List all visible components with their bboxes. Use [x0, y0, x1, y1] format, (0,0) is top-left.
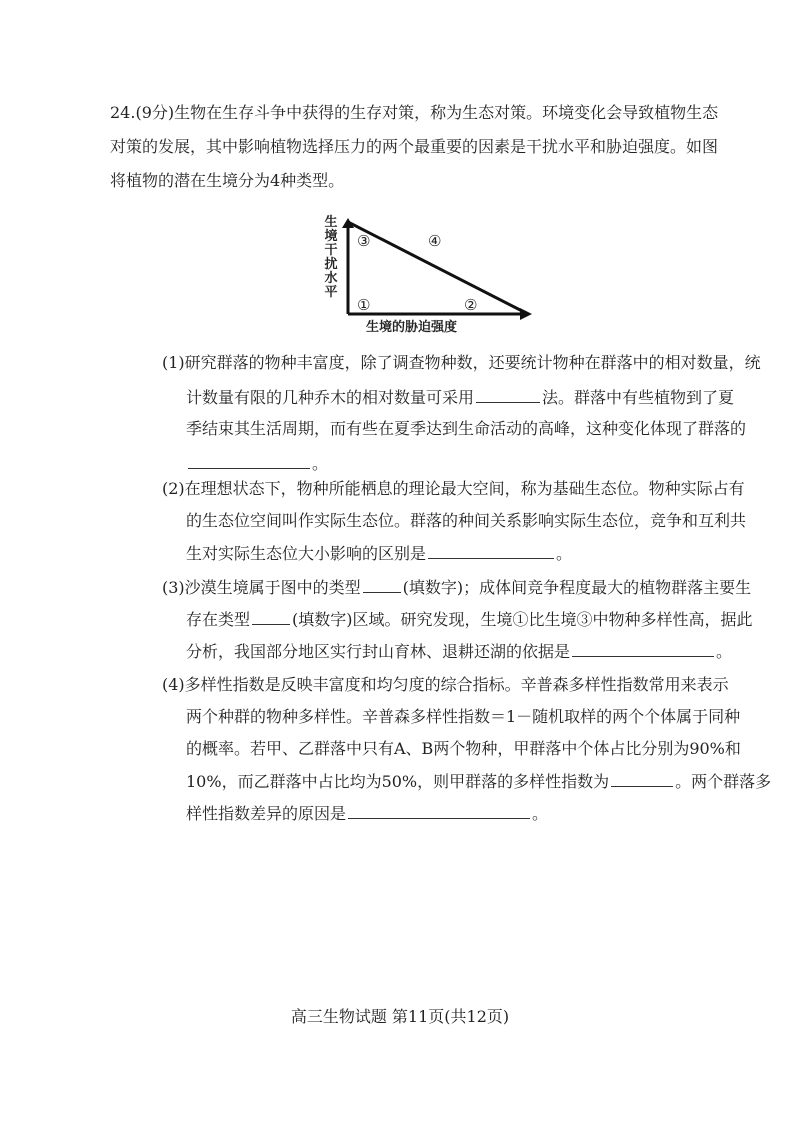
q2-line-2: 的生态位空间叫作实际生态位。群落的种间关系影响实际生态位，竞争和互利共 — [186, 511, 747, 530]
question-intro-line-3: 将植物的潜在生境分为4种类型。 — [110, 171, 345, 190]
q4-line-2: 两个种群的物种多样性。辛普森多样性指数＝1－随机取样的两个个体属于同种 — [186, 707, 741, 726]
q4-line-4 — [186, 770, 771, 793]
q1-line-4 — [186, 452, 328, 475]
q2-line-3-text-a: 生对实际生态位大小影响的区别是 — [186, 544, 427, 563]
q4-line-1: (4)多样性指数是反映丰富度和均匀度的综合指标。辛普森多样性指数常用来表示 — [162, 675, 729, 694]
q4-line-4-text-b: 。两个群落多 — [675, 772, 772, 791]
q3-line-2 — [186, 608, 753, 631]
q3-line-3-text-a: 分析，我国部分地区实行封山育林、退耕还湖的依据是 — [186, 642, 571, 661]
question-intro-line-1: 24.(9分)生物在生存斗争中获得的生存对策，称为生态对策。环境变化会导致植物生态 — [110, 103, 719, 122]
region-4-label: ④ — [428, 232, 442, 250]
q3-answer-blank-1[interactable] — [363, 576, 401, 593]
q1-line-3: 季结束其生活周期，而有些在夏季达到生命活动的高峰，这种变化体现了群落的 — [186, 419, 747, 438]
q4-line-4-text-a: 10%，而乙群落中占比均为50%，则甲群落的多样性指数为 — [186, 772, 610, 791]
q3-line-2-text-a: 存在类型 — [186, 610, 251, 629]
q2-line-3-text-b: 。 — [556, 544, 573, 563]
q2-line-3 — [186, 542, 572, 565]
q3-line-3-text-b: 。 — [716, 642, 733, 661]
q3-answer-blank-3[interactable] — [572, 640, 714, 657]
q3-line-1-text-b: (填数字)；成体间竞争程度最大的植物群落主要生 — [402, 578, 752, 597]
question-intro-line-2: 对策的发展，其中影响植物选择压力的两个最重要的因素是干扰水平和胁迫强度。如图 — [110, 137, 719, 156]
y-axis-label: 生境干扰水平 — [324, 215, 338, 300]
q1-answer-blank-2[interactable] — [188, 452, 310, 469]
q4-line-5-text-b: 。 — [532, 804, 549, 823]
q3-answer-blank-2[interactable] — [252, 608, 290, 625]
q3-line-1-text-a: (3)沙漠生境属于图中的类型 — [162, 578, 361, 597]
q1-line-2-text-b: 法。群落中有些植物到了夏 — [542, 388, 735, 407]
q2-line-1: (2)在理想状态下，物种所能栖息的理论最大空间，称为基础生态位。物种实际占有 — [162, 479, 745, 498]
q1-line-1: (1)研究群落的物种丰富度，除了调查物种数，还要统计物种在群落中的相对数量，统 — [162, 353, 761, 372]
q3-line-1 — [162, 576, 751, 599]
q1-line-2 — [186, 386, 734, 409]
q4-answer-blank-1[interactable] — [611, 770, 673, 787]
region-2-label: ② — [464, 296, 478, 314]
q3-line-2-text-b: (填数字)区域。研究发现，生境①比生境③中物种多样性高，据此 — [292, 610, 753, 629]
q3-line-3 — [186, 640, 732, 663]
region-3-label: ③ — [357, 232, 371, 250]
q4-line-3: 的概率。若甲、乙群落中只有A、B两个物种，甲群落中个体占比分别为90%和 — [186, 739, 741, 758]
q4-answer-blank-2[interactable] — [348, 802, 530, 819]
x-axis-label: 生境的胁迫强度 — [366, 320, 458, 335]
page-footer: 高三生物试题 第11页(共12页) — [290, 1007, 510, 1026]
q4-line-5-text-a: 样性指数差异的原因是 — [186, 804, 347, 823]
q4-line-5 — [186, 802, 548, 825]
q2-answer-blank[interactable] — [428, 542, 554, 559]
q1-line-2-text-a: 计数量有限的几种乔木的相对数量可采用 — [186, 388, 475, 407]
q1-line-4-text-b: 。 — [312, 454, 329, 473]
q1-answer-blank-1[interactable] — [476, 386, 540, 403]
region-1-label: ① — [357, 296, 371, 314]
